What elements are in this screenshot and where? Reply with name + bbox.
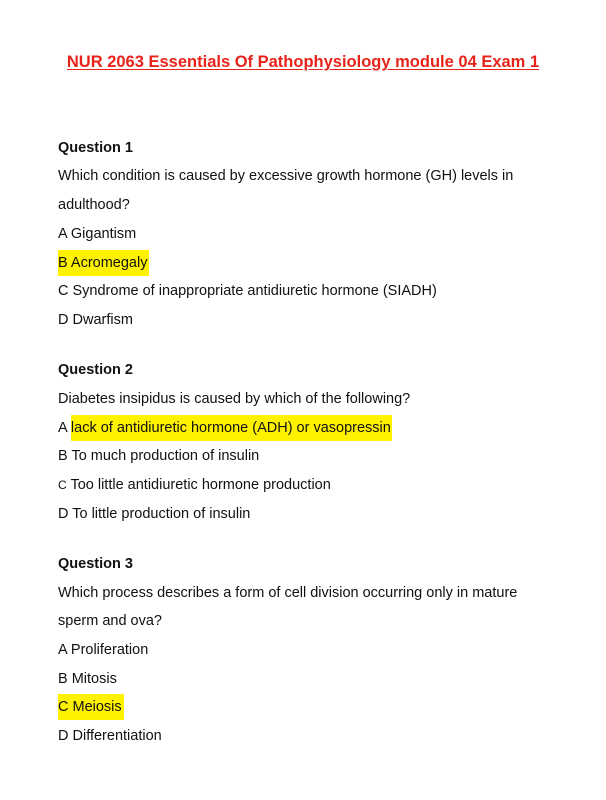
question-1-option-c: C Syndrome of inappropriate antidiuretic hormone (SIADH) [58, 283, 437, 299]
question-2-option-c [58, 475, 331, 495]
question-2-option-b: B To much production of insulin [58, 448, 260, 464]
question-1-option-b [58, 253, 149, 273]
question-1-option-b-highlight: B Acromegaly [58, 250, 149, 276]
question-2-option-c-text: Too little antidiuretic hormone production [70, 477, 331, 493]
question-2-option-a-highlight: lack of antidiuretic hormone (ADH) or vasopressin [71, 415, 392, 441]
question-2-option-d: D To little production of insulin [58, 506, 251, 522]
question-3-option-c [58, 697, 124, 717]
question-2-option-a [58, 418, 392, 438]
question-3-text-line2: sperm and ova? [58, 613, 162, 629]
question-3-option-a: A Proliferation [58, 642, 149, 658]
question-2-option-a-letter: A [58, 420, 67, 436]
question-1-heading: Question 1 [58, 140, 133, 156]
document-title: NUR 2063 Essentials Of Pathophysiology module 04 Exam 1 [66, 53, 540, 71]
question-3-option-c-highlight: C Meiosis [58, 694, 124, 720]
question-3-option-d: D Differentiation [58, 728, 162, 744]
question-1-option-a: A Gigantism [58, 226, 137, 242]
question-1-text-line1: Which condition is caused by excessive growth hormone (GH) levels in [58, 168, 514, 184]
question-3-option-b: B Mitosis [58, 671, 117, 687]
question-2-text-line1: Diabetes insipidus is caused by which of the following? [58, 391, 411, 407]
question-1-option-d: D Dwarfism [58, 312, 133, 328]
question-3-text-line1: Which process describes a form of cell division occurring only in mature [58, 585, 518, 601]
question-3-heading: Question 3 [58, 556, 133, 572]
question-2-option-c-letter: C [58, 478, 67, 492]
question-2-heading: Question 2 [58, 362, 133, 378]
question-1-text-line2: adulthood? [58, 197, 130, 213]
